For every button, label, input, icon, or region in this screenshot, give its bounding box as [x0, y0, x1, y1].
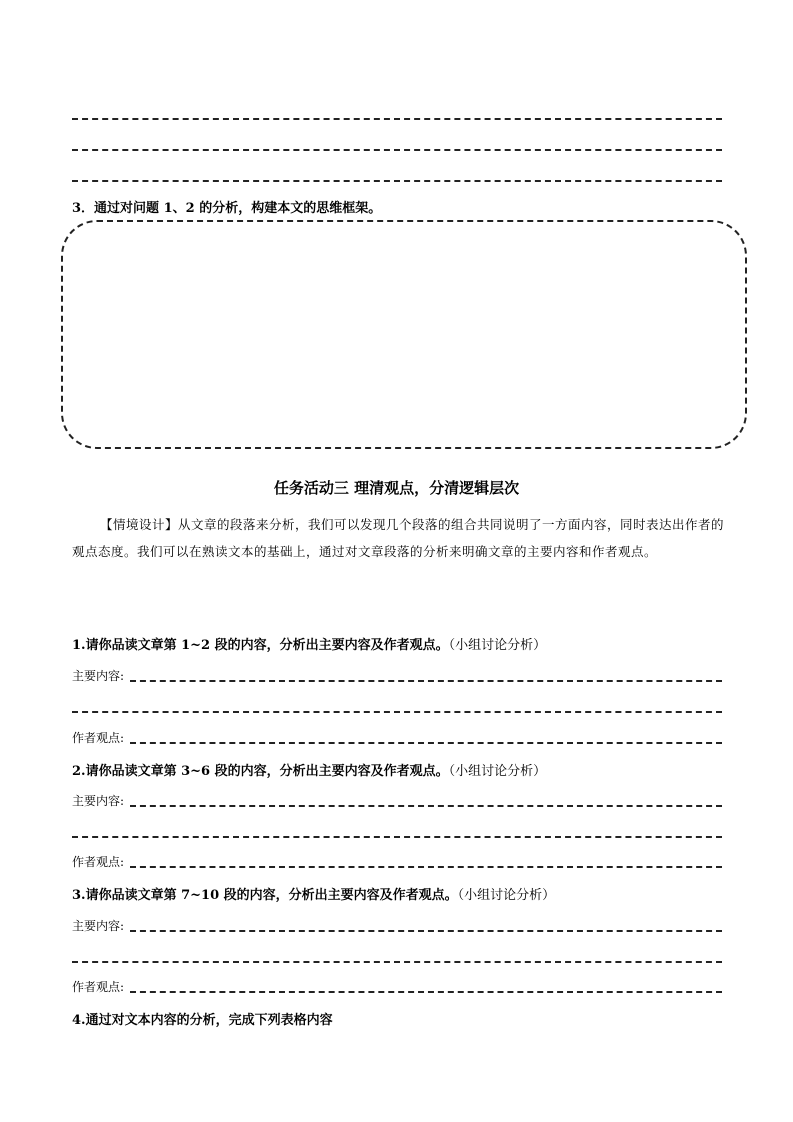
question-3-text: 3.请你品读文章第 7~10 段的内容，分析出主要内容及作者观点。 — [72, 888, 458, 903]
author-view-line[interactable] — [130, 991, 722, 993]
answer-line[interactable] — [72, 961, 722, 963]
main-content-line[interactable] — [130, 805, 722, 807]
answer-line[interactable] — [72, 711, 722, 713]
main-content-label: 主要内容: — [72, 794, 125, 808]
answer-line[interactable] — [72, 149, 722, 151]
main-content-line[interactable] — [130, 680, 722, 682]
question-1-text: 1.请你品读文章第 1~2 段的内容，分析出主要内容及作者观点。 — [72, 638, 449, 653]
author-view-label: 作者观点: — [72, 731, 125, 745]
author-view-label: 作者观点: — [72, 855, 125, 869]
author-view-line[interactable] — [130, 742, 722, 744]
question-4: 4.通过对文本内容的分析，完成下列表格内容 — [72, 1013, 333, 1028]
main-content-label: 主要内容: — [72, 919, 125, 933]
answer-line[interactable] — [72, 118, 722, 120]
context-paragraph: 【情境设计】从文章的段落来分析，我们可以发现几个段落的组合共同说明了一方面内容，同时表达出作者的观点态度。我们可以在熟读文本的基础上，通过对文章段落的分析来明确文章的主要内容和作者观点。 — [72, 517, 725, 559]
main-content-line[interactable] — [130, 930, 722, 932]
main-content-label: 主要内容: — [72, 669, 125, 683]
author-view-line[interactable] — [130, 866, 722, 868]
question-3-note: （小组讨论分析） — [457, 888, 556, 903]
answer-line[interactable] — [72, 180, 722, 182]
answer-line[interactable] — [72, 836, 722, 838]
question-2-note: （小组讨论分析） — [448, 764, 547, 779]
question-2 — [72, 760, 546, 779]
question-3 — [72, 884, 555, 903]
task-title: 任务活动三 理清观点，分清逻辑层次 — [273, 479, 520, 497]
question-1 — [72, 634, 546, 653]
question-2-text: 2.请你品读文章第 3~6 段的内容，分析出主要内容及作者观点。 — [72, 764, 449, 779]
author-view-label: 作者观点: — [72, 980, 125, 994]
question-1-note: （小组讨论分析） — [448, 638, 547, 653]
framework-answer-box[interactable] — [61, 220, 747, 449]
question-3-framework: 3．通过对问题 1、2 的分析，构建本文的思维框架。 — [72, 201, 382, 216]
